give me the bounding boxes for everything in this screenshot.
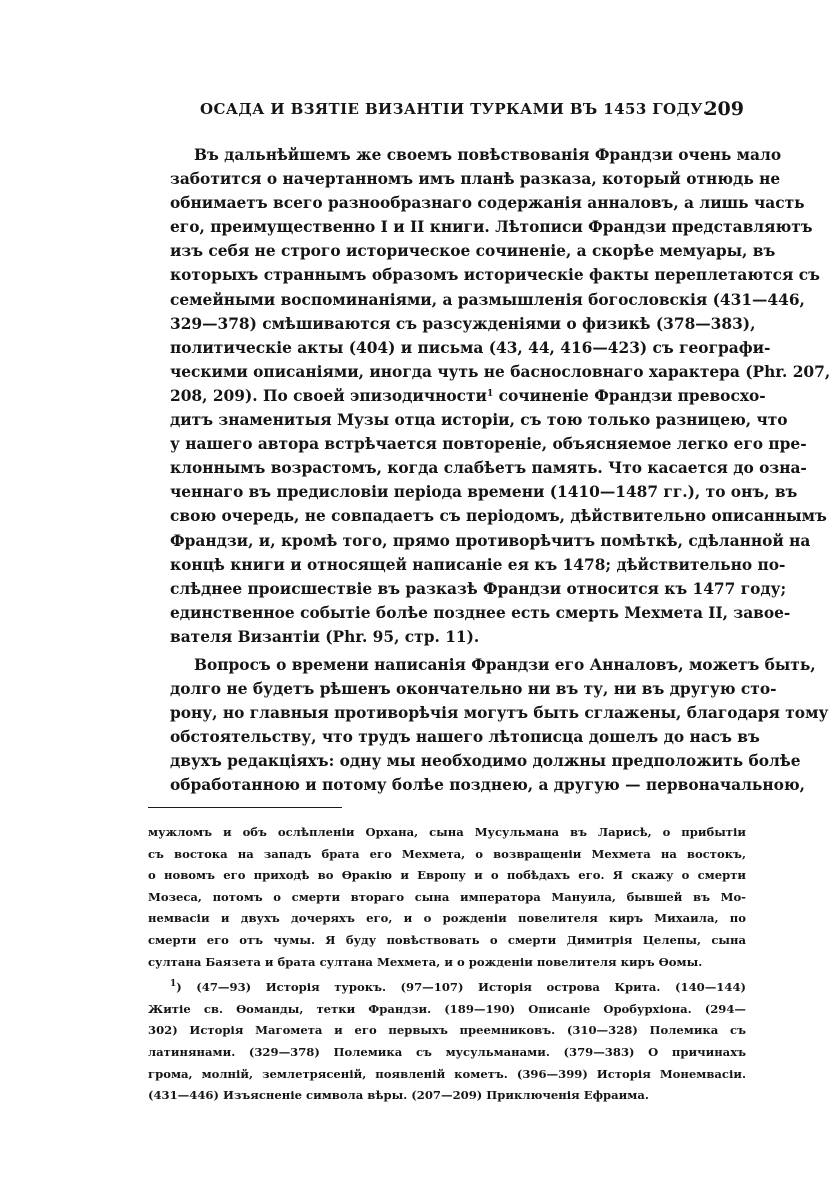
footnote-ref[interactable]: 1: [486, 388, 494, 399]
text-line: Вопросъ о времени написанія Франдзи его Анналовъ, можетъ быть,: [194, 655, 816, 674]
text-line: семейными воспоминаніями, а размышленія богословскія (431—446,: [170, 290, 805, 309]
text-line: его, преимущественно I и II книги. Лѣтописи Франдзи представляютъ: [170, 218, 813, 237]
text-line: заботится о начертанномъ имъ планѣ разказа, который отнюдь не: [170, 170, 781, 189]
footnote-line: султана Баязета и брата султана Мехмета, и о рожденіи повелителя киръ Ѳомы.: [148, 954, 703, 969]
text-line: рону, но главныя противорѣчія могутъ быть сглажены, благодаря тому: [170, 704, 829, 723]
page-number: 209: [704, 98, 744, 120]
text-segment: 208, 209). По своей эпизодичности: [170, 386, 487, 405]
footnote-line: Житіе св. Ѳоманды, тетки Франдзи. (189—190) Описаніе Оробурхіона. (294—: [148, 1001, 746, 1016]
main-text: [170, 143, 831, 798]
footnote-line: Мозеса, потомъ о смерти втораго сына императора Мануила, бывшей въ Мо-: [148, 889, 746, 904]
text-line: политическіе акты (404) и письма (43, 44, 416—423) съ географи-: [170, 338, 771, 357]
text-line: обработанною и потому болѣе позднею, а другую — первоначальною,: [170, 776, 806, 795]
text-line: изъ себя не строго историческое сочиненіе, а скорѣе мемуары, въ: [170, 242, 776, 261]
footnote-line: мужломъ и объ ослѣпленіи Орхана, сына Мусульмана въ Ларисѣ, о прибытіи: [148, 825, 746, 839]
footnote-line: съ востока на западъ брата его Мехмета, о возвращеніи Мехмета на востокъ,: [148, 846, 746, 861]
footnote-line: латинянами. (329—378) Полемика съ мусульманами. (379—383) О причинахъ: [148, 1044, 746, 1059]
footnote-marker: 1: [170, 979, 177, 990]
footnote-line: (431—446) Изъясненіе символа вѣры. (207—209) Приключенія Ефраима.: [148, 1088, 649, 1103]
text-line: 329—378) смѣшиваются съ разсужденіями о физикѣ (378—383),: [170, 314, 756, 333]
running-title: ОСАДА И ВЗЯТІЕ ВИЗАНТІИ ТУРКАМИ ВЪ 1453 ГОДУ.: [200, 100, 709, 118]
text-line: которыхъ страннымъ образомъ историческіе факты переплетаются съ: [170, 266, 820, 285]
footnote-line: [148, 977, 746, 999]
text-line: вателя Византіи (Phr. 95, стр. 11).: [170, 627, 480, 646]
footnote-line: немвасіи и двухъ дочеряхъ его, и о рожденіи повелителя киръ Михаила, по: [148, 911, 746, 926]
footnote-line: о новомъ его приходѣ во Ѳракію и Европу и о побѣдахъ его. Я скажу о смерти: [148, 868, 746, 883]
running-head: [148, 98, 746, 124]
text-line: Въ дальнѣйшемъ же своемъ повѣствованія Франдзи очень мало: [194, 146, 782, 164]
text-line: ческими описаніями, иногда чуть не баснословнаго характера (Phr. 207,: [170, 362, 831, 381]
footnote-line: 302) Исторія Магомета и его первыхъ преемниковъ. (310—328) Полемика съ: [148, 1023, 746, 1038]
paragraph-2: [170, 653, 829, 798]
text-line: дитъ знаменитыя Музы отца исторіи, съ тою только разницею, что: [170, 411, 788, 430]
text-line: обстоятельству, что трудъ нашего лѣтописца дошелъ до насъ въ: [170, 728, 760, 747]
text-line: двухъ редакціяхъ: одну мы необходимо должны предположить болѣе: [170, 752, 801, 771]
footnote-line: грома, молній, землетрясеній, появленій кометъ. (396—399) Исторія Монемвасіи.: [148, 1066, 746, 1081]
footnote-divider: [148, 807, 342, 809]
footnotes: [148, 822, 746, 1107]
text-line: клоннымъ возрастомъ, когда слабѣетъ память. Что касается до озна-: [170, 459, 807, 478]
text-line: концѣ книги и относящей написаніе ея къ 1478; дѣйствительно по-: [170, 555, 786, 574]
text-line: долго не будетъ рѣшенъ окончательно ни въ ту, ни въ другую сто-: [170, 680, 777, 699]
footnote-1: [148, 977, 746, 1107]
text-line: обнимаетъ всего разнообразнаго содержанія анналовъ, а лишь часть: [170, 194, 805, 213]
text-line: свою очередь, не совпадаетъ съ періодомъ, дѣйствительно описаннымъ: [170, 507, 827, 526]
paragraph-1: [170, 143, 831, 649]
text-line: единственное событіе болѣе позднее есть смерть Мехмета II, завое-: [170, 603, 791, 622]
footnote-line: смерти его отъ чумы. Я буду повѣствовать о смерти Димитрія Целепы, сына: [148, 932, 746, 947]
footnote-continuation: [148, 822, 746, 973]
text-line: ченнаго въ предисловіи періода времени (1410—1487 гг.), то онъ, въ: [170, 483, 798, 502]
text-line: Франдзи, и, кромѣ того, прямо противорѣчитъ помѣткѣ, сдѣланной на: [170, 531, 811, 550]
text-segment: сочиненіе Франдзи превосхо-: [493, 386, 766, 405]
text-line-with-footnote-ref: [170, 384, 766, 408]
text-line: у нашего автора встрѣчается повтореніе, объясняемое легко его пре-: [170, 435, 807, 454]
text-line: слѣднее происшествіе въ разказѣ Франдзи относится къ 1477 году;: [170, 579, 787, 598]
footnote-text: ) (47—93) Исторія турокъ. (97—107) Исторія острова Крита. (140—144): [176, 980, 746, 995]
